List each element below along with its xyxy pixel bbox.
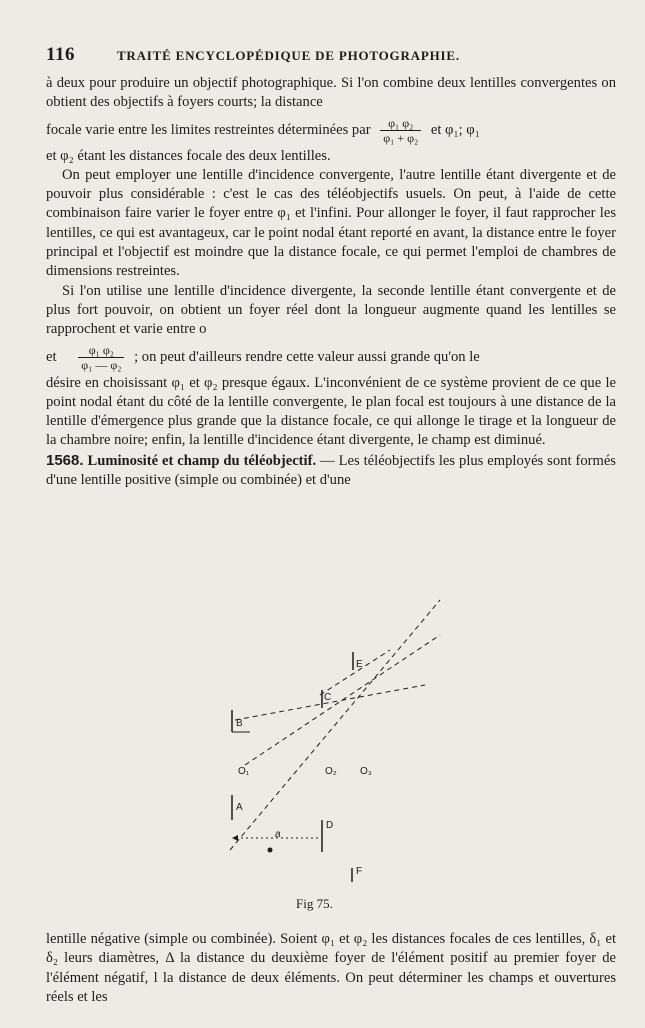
running-title: TRAITÉ ENCYCLOPÉDIQUE DE PHOTOGRAPHIE. [116,48,460,63]
paragraph-4: lentille négative (simple ou combinée). Soient φ₁ et φ₂ les distances focales de ces lentilles, δ₁ et δ₂ leurs diamètres, Δ la distance du deuxième foyer de l'élément positif au premier foyer de l'élément négatif, l la distance de deux éléments. On peut déterminer les champs et ouvertures réels et les [46,931,616,1005]
paragraph-3-formula-line [46,340,616,374]
paragraph-1-formula-line [46,113,616,147]
label-d: D [326,820,334,831]
fraction-numerator: φ₁ φ₂ [78,343,124,358]
node-point [268,848,273,853]
label-c: C [324,692,332,703]
page-number: 116 [46,44,75,65]
p3-text-b: ; on peut d'ailleurs rendre cette valeur aussi grande qu'on le [134,348,480,365]
label-e: E [356,659,363,670]
fraction-denominator: φ₁ + φ₂ [383,130,419,145]
paragraph-3-end: désire en choisissant φ₁ et φ₂ presque égaux. L'inconvénient de ce système provient de ce que le point nodal étant du côté de la lentille convergente, le plan focal est toujours à une distance de la lentille d'émergence plus grande que la distance focale, ce qui allonge le tirage et la longueur de la chambre noire; enfin, la lentille d'incidence étant divergente, le champ est diminué. [46,374,616,449]
paragraph-1 [46,74,616,113]
paragraph-3 [46,282,616,340]
focal-fraction-sum [380,116,421,145]
label-o3: O₃ [360,766,372,777]
main-text [46,74,616,490]
paragraph-2: On peut employer une lentille d'incidence convergente, l'autre lentille étant divergente et de pouvoir plus considérable : c'est le cas des téléobjectifs usuels. On peut, à l'aide de cette combinaison faire varier le foyer entre φ₁ et l'infini. Pour allonger le foyer, il faut rapprocher les lentilles, ce qui est avantageux, car le point nodal étant reporté en avant, la distance entre le foyer principal et l'objectif est moindre que la distance focale, ce qui permet l'emploi de chambres de dimensions restreintes. [46,166,616,280]
focal-fraction-diff [78,343,124,372]
label-o1: O₁ [238,766,250,777]
p3-et: et [46,348,57,365]
label-distance-a: a [275,829,281,840]
paragraph-1-end: et φ₂ étant les distances focale des deux lentilles. [46,147,331,164]
p1-line1: à deux pour produire un objectif photographique. Si l'on combine deux [46,75,466,91]
fraction-denominator: φ₁ — φ₂ [81,357,122,372]
label-b: B [236,718,243,729]
ray-line-4 [320,650,390,695]
p1-line3-tail: et φ₁; φ₁ [430,121,480,138]
section-number: 1568. [46,451,84,469]
p1-line3-text: focale varie entre les limites restreintes déterminées par [46,121,371,138]
section-text: — Les téléobjectifs les plus employés sont formés d'une lentille positive (simple ou combinée) et d'une [46,452,616,489]
p3-text-a: Si l'on utilise une lentille d'incidence divergente, la seconde lentille étant convergente et de plus fort pouvoir, on obtient un foyer réel dont la longueur augmente quand les lentilles se rapprochent et varie entre o [46,282,616,338]
section-title: Luminosité et champ du téléobjectif. [87,452,317,469]
figure-caption: Fig 75. [296,896,333,911]
label-a-lens: A [236,802,243,813]
arrow-left [232,835,238,841]
p1-line2: lentilles convergentes on obtient des objectifs à foyers courts; la distance [46,75,616,111]
ray-line-1 [230,600,440,850]
section-1568 [46,451,616,491]
page-header [46,44,616,68]
main-text-continued [46,930,616,1007]
figure-75-diagram [210,590,450,890]
label-f: F [356,866,363,877]
fraction-numerator: φ₁ φ₂ [380,116,421,131]
label-o2: O₂ [325,766,337,777]
